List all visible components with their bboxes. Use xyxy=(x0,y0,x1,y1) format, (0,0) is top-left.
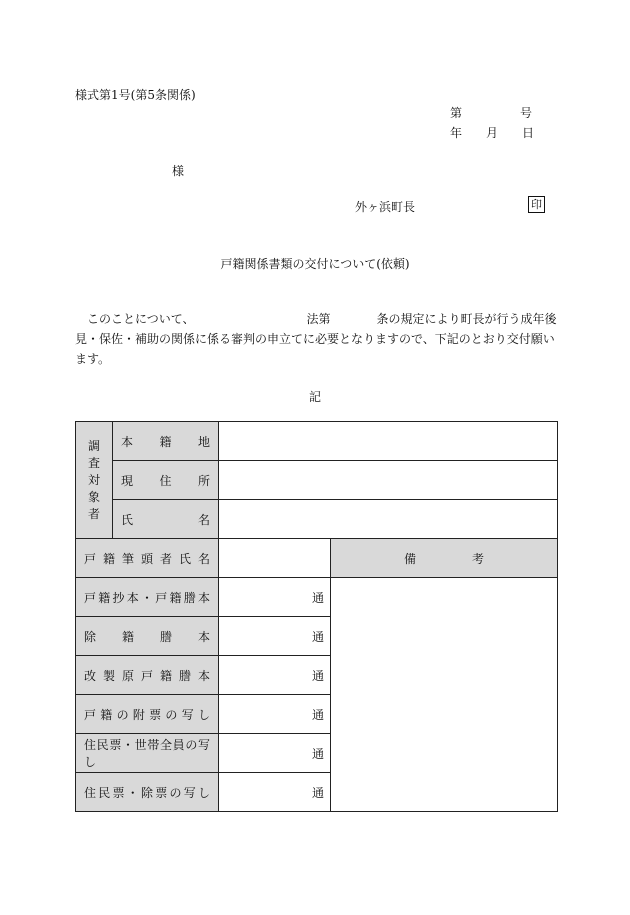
body-part-2: 法第 xyxy=(306,312,331,326)
document-title: 戸籍関係書類の交付について(依頼) xyxy=(220,257,410,271)
document-date xyxy=(450,124,535,141)
item-count[interactable]: 通 xyxy=(219,578,331,617)
item-label: 住民票・世帯全員の写し xyxy=(76,734,219,773)
number-suffix: 号 xyxy=(519,106,532,120)
hitto-label: 戸籍筆頭者氏名 xyxy=(76,539,219,578)
subject-label: 調 査 対 象 者 xyxy=(76,422,113,539)
body-text xyxy=(75,309,560,369)
genjusho-field[interactable] xyxy=(219,461,558,500)
item-count[interactable]: 通 xyxy=(219,617,331,656)
item-label: 戸籍抄本・戸籍謄本 xyxy=(76,578,219,617)
table-row xyxy=(76,578,558,617)
shimei-label: 氏名 xyxy=(113,500,219,539)
biko-field[interactable] xyxy=(331,578,558,812)
date-day: 日 xyxy=(522,126,535,140)
table-row xyxy=(76,500,558,539)
honseki-label: 本籍地 xyxy=(113,422,219,461)
ki-heading: 記 xyxy=(308,390,321,404)
honseki-field[interactable] xyxy=(219,422,558,461)
date-month: 月 xyxy=(486,126,499,140)
sender: 外ヶ浜町長 xyxy=(355,200,416,214)
date-year: 年 xyxy=(450,126,463,140)
item-label: 住民票・除票の写し xyxy=(76,773,219,812)
item-count[interactable]: 通 xyxy=(219,773,331,812)
item-count[interactable]: 通 xyxy=(219,734,331,773)
hitto-field[interactable] xyxy=(219,539,331,578)
body-part-3: 条の規定により町長が行う成年後見・保佐・補助の関係に係る審判の申立てに必要となりますので、下記のとおり交付願います。 xyxy=(75,312,557,366)
number-prefix: 第 xyxy=(450,106,463,120)
addressee: 様 xyxy=(172,164,185,178)
item-count[interactable]: 通 xyxy=(219,656,331,695)
table-row xyxy=(76,422,558,461)
item-label: 戸籍の附票の写し xyxy=(76,695,219,734)
item-label: 改製原戸籍謄本 xyxy=(76,656,219,695)
body-part-1: このことについて、 xyxy=(87,312,195,326)
table-row xyxy=(76,461,558,500)
item-label: 除籍謄本 xyxy=(76,617,219,656)
request-table xyxy=(75,421,558,812)
biko-label: 備考 xyxy=(331,539,558,578)
shimei-field[interactable] xyxy=(219,500,558,539)
table-row xyxy=(76,539,558,578)
document-number xyxy=(450,104,532,121)
seal-stamp: 印 xyxy=(528,196,545,213)
item-count[interactable]: 通 xyxy=(219,695,331,734)
form-number: 様式第1号(第5条関係) xyxy=(75,88,196,102)
genjusho-label: 現住所 xyxy=(113,461,219,500)
